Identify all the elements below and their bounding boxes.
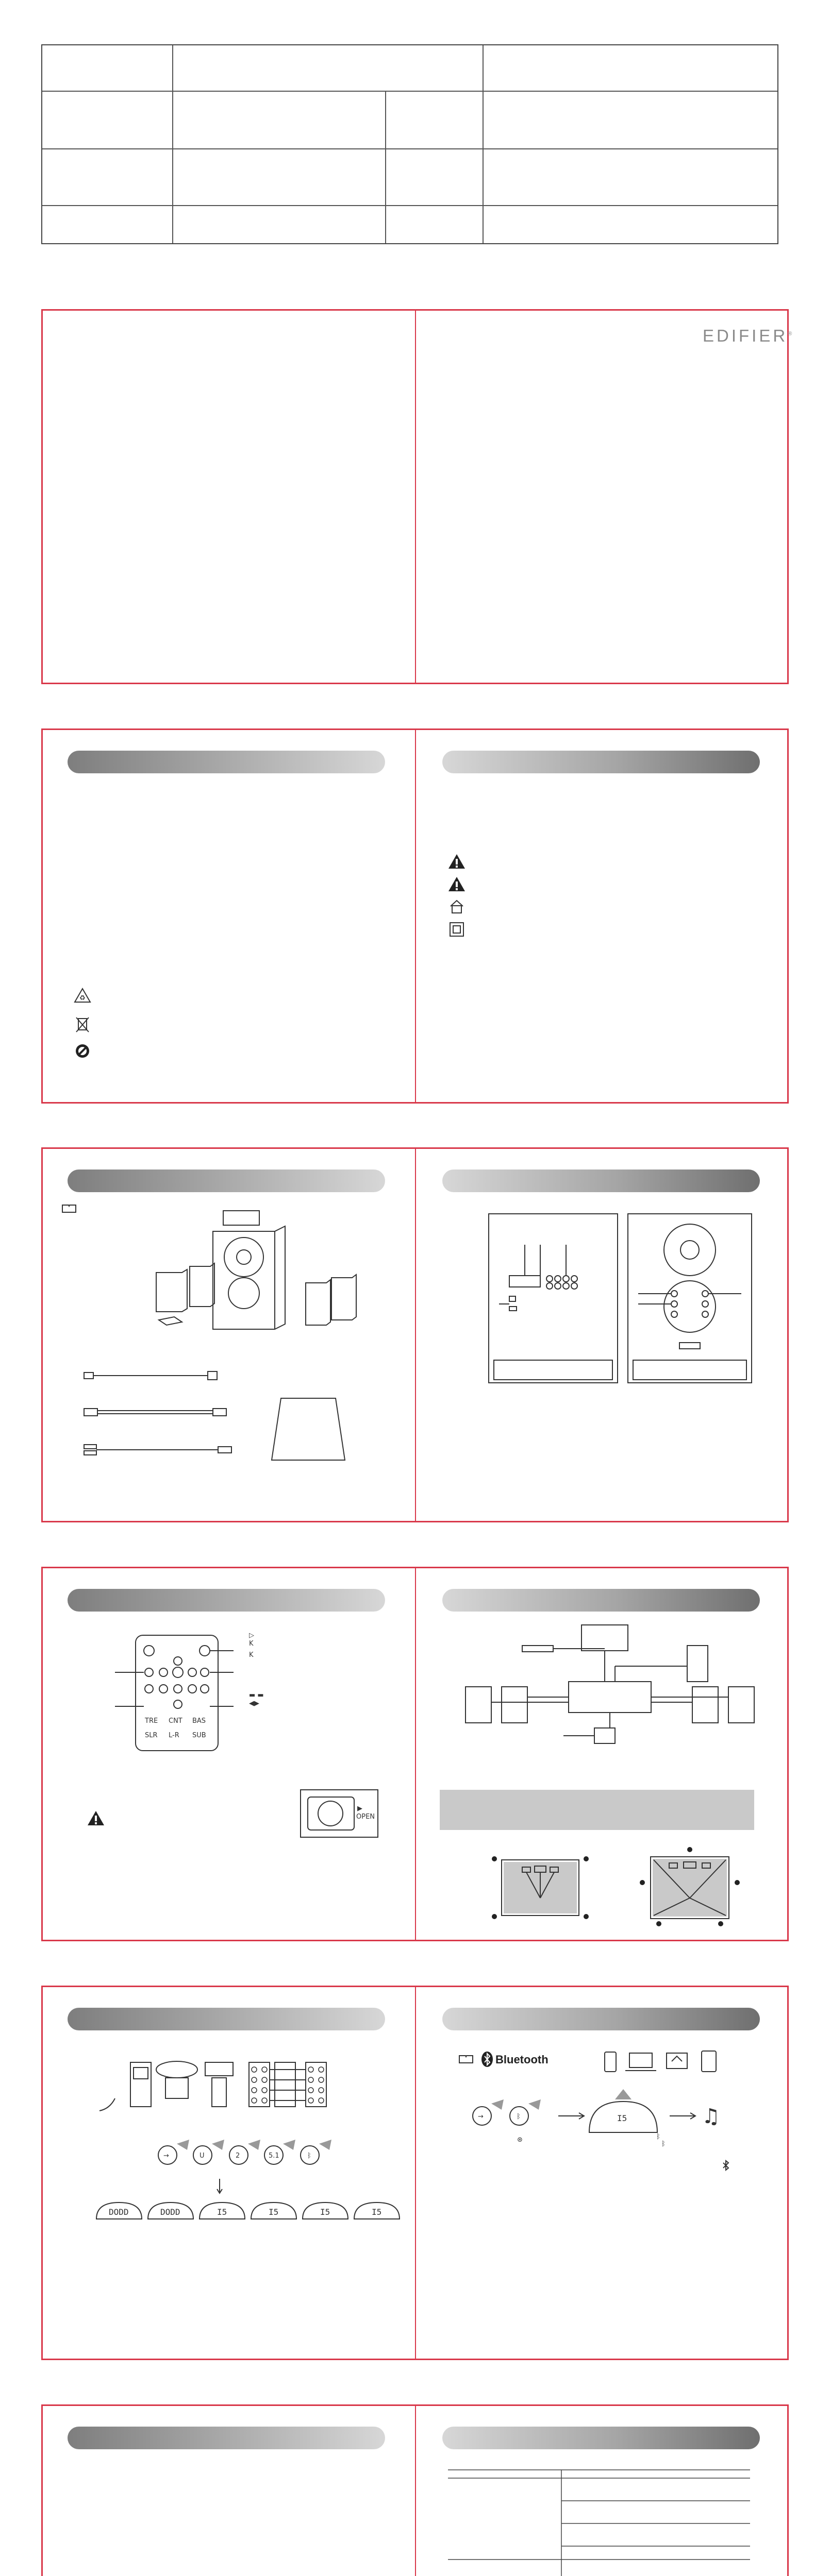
- bluetooth-icon: [722, 2160, 729, 2171]
- svg-text:SLR: SLR: [145, 1732, 158, 1739]
- section-header-bar: [68, 2008, 385, 2030]
- display-readout: I5: [269, 2207, 279, 2217]
- rear-panel-diagram: [628, 1214, 752, 1383]
- svg-text:BAS: BAS: [192, 1717, 206, 1725]
- speaker-system-illustration: [120, 1200, 342, 1334]
- section-header-bar: [442, 751, 760, 773]
- front-panel-diagram: [489, 1214, 618, 1383]
- bluetooth-pairing-flow: [471, 2085, 759, 2148]
- display-readout: DODD: [160, 2207, 180, 2217]
- section-header-bar: [442, 1170, 760, 1192]
- rca-cable-illustration: [84, 1406, 228, 1419]
- svg-text:5.1: 5.1: [269, 2152, 279, 2160]
- battery-diagram: [301, 1790, 378, 1837]
- svg-text:ᛒ: ᛒ: [661, 2140, 666, 2148]
- remote-button-legend: [249, 1630, 280, 1723]
- placement-diagram-square: [491, 1852, 589, 1924]
- spread-safety: [41, 728, 789, 1104]
- spread-input-bluetooth: [41, 1986, 789, 2360]
- page-fold: [415, 311, 416, 683]
- svg-text:♫: ♫: [702, 2105, 720, 2128]
- display-readout: I5: [372, 2207, 382, 2217]
- section-header-bar: [68, 751, 385, 773]
- svg-text:L-R: L-R: [169, 1732, 179, 1739]
- table-row-divider: [42, 148, 777, 149]
- svg-text:K: K: [249, 1640, 254, 1648]
- source-devices-illustration: [99, 2057, 342, 2114]
- bluetooth-devices-illustration: [605, 2051, 718, 2074]
- section-header-bar: [68, 1589, 385, 1612]
- input-selector-buttons: [156, 2140, 352, 2171]
- troubleshooting-table: [448, 2470, 750, 2576]
- edifier-logo: EDIFIER®: [703, 326, 792, 345]
- display-readout: DODD: [109, 2207, 129, 2217]
- svg-text:→: →: [163, 2152, 169, 2160]
- section-header-bar: [442, 1589, 760, 1612]
- weee-bin-icon: [75, 1015, 90, 1033]
- svg-text:▶: ▶: [357, 1805, 362, 1812]
- power-cable-illustration: [84, 1369, 223, 1382]
- svg-text:OPEN: OPEN: [356, 1813, 375, 1821]
- speaker-grille-cover: [270, 1396, 347, 1463]
- down-arrow-icon: [216, 2179, 223, 2194]
- page-fold: [415, 1149, 416, 1521]
- spread-remote-connection: [41, 1567, 789, 1941]
- svg-text:▬ ▬: ▬ ▬: [249, 1691, 264, 1699]
- bluetooth-logo: [480, 2051, 552, 2069]
- connection-diagram: [460, 1625, 770, 1749]
- svg-text:2: 2: [236, 2152, 240, 2160]
- svg-text:TRE: TRE: [145, 1717, 158, 1725]
- table-row-divider: [42, 205, 777, 206]
- svg-text:U: U: [200, 2152, 205, 2160]
- bluetooth-label: Bluetooth: [495, 2053, 549, 2066]
- svg-text:ᛒ: ᛒ: [517, 2113, 521, 2121]
- remote-control-diagram: [94, 1635, 249, 1754]
- svg-text:SUB: SUB: [192, 1732, 206, 1739]
- svg-text:→: →: [478, 2113, 484, 2121]
- table-col-divider: [385, 91, 386, 243]
- table-col-divider: [483, 45, 484, 243]
- spread-package: [41, 1147, 789, 1522]
- table-col-divider: [172, 45, 173, 243]
- section-header-bar: [442, 2008, 760, 2030]
- class-ii-icon: [449, 922, 464, 937]
- spread-troubleshooting: [41, 2404, 789, 2576]
- svg-text:ᛒ: ᛒ: [307, 2152, 311, 2160]
- svg-text:K: K: [249, 1651, 254, 1659]
- warning-icon: [448, 854, 466, 869]
- section-header-bar: [442, 2427, 760, 2449]
- section-header-bar: [68, 1170, 385, 1192]
- recycle-icon: [74, 988, 91, 1003]
- section-header-bar: [68, 2427, 385, 2449]
- display-readout: I5: [320, 2207, 330, 2217]
- spread-cover: [41, 309, 792, 684]
- svg-text:▷: ▷: [249, 1632, 254, 1639]
- mode-display-row: [94, 2200, 404, 2221]
- svg-text:⊛: ⊛: [517, 2136, 523, 2144]
- svg-text:♻: ♻: [79, 994, 86, 1002]
- spec-table-outline: [41, 44, 778, 244]
- book-icon: [458, 2054, 474, 2064]
- display-readout: I5: [217, 2207, 227, 2217]
- indoor-use-icon: [449, 899, 464, 914]
- warning-icon: [87, 1810, 105, 1826]
- aux-cable-illustration: [84, 1444, 234, 1456]
- no-symbol-icon: [75, 1043, 90, 1059]
- page-fold: [415, 1568, 416, 1940]
- svg-text:CNT: CNT: [169, 1717, 182, 1725]
- note-bar: [440, 1790, 754, 1830]
- page-fold: [415, 730, 416, 1102]
- warning-icon: [448, 876, 466, 892]
- book-icon: [61, 1204, 77, 1214]
- page-fold: [415, 1987, 416, 2359]
- svg-text:ᛒ: ᛒ: [656, 2133, 660, 2141]
- bluetooth-display-readout: I5: [617, 2113, 627, 2123]
- placement-diagram-diagonal: [638, 1846, 741, 1929]
- table-row-divider: [42, 91, 777, 92]
- page-fold: [415, 2406, 416, 2576]
- svg-text:◀▶: ◀▶: [249, 1700, 259, 1707]
